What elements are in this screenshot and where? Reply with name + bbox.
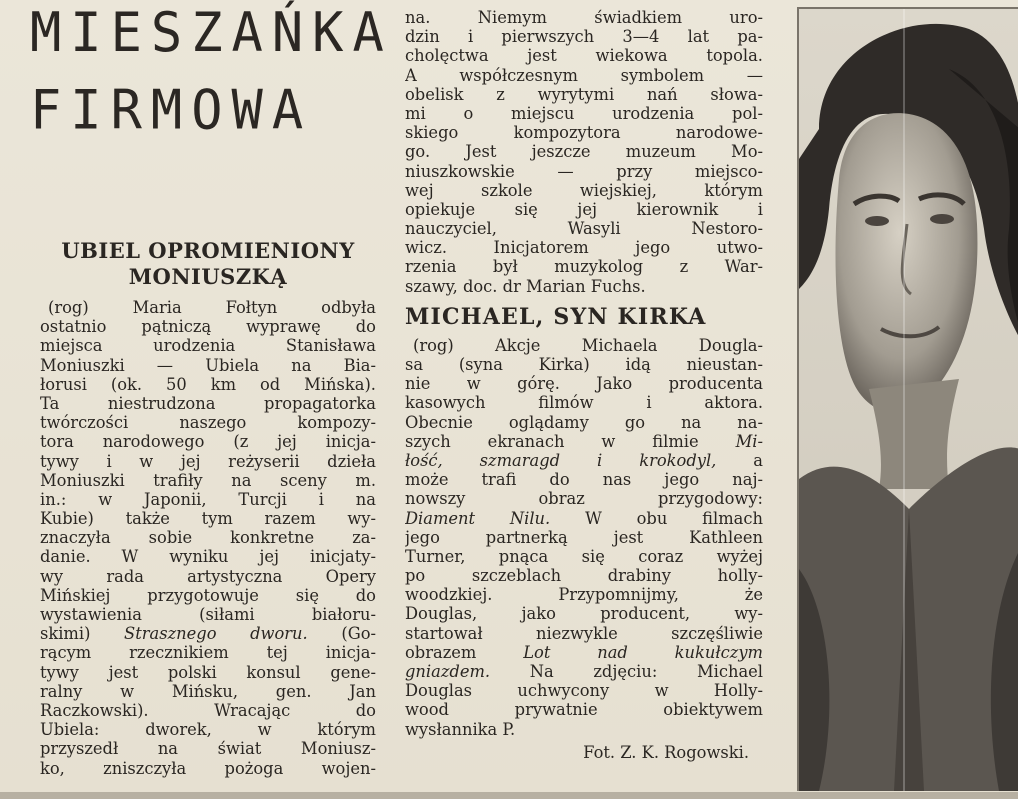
text-line: wy rada artystyczna Opery xyxy=(40,566,376,586)
italic-title: Mi- xyxy=(735,431,763,451)
text-line: obelisk z wyrytymi nań słowa- xyxy=(405,84,763,104)
text-line: wystawienia (siłami białoru- xyxy=(40,605,376,624)
text-line: niuszkowskie — przy miejsco- xyxy=(405,161,763,181)
text-line: in.: w Japonii, Turcji i na xyxy=(40,489,376,509)
text-line: ostatnio pątniczą wyprawę do xyxy=(40,317,376,337)
text-line: znaczyła sobie konkretne za- xyxy=(40,528,376,548)
text-line: może trafi do nas jego naj- xyxy=(405,470,763,490)
text-line: nauczyciel, Wasyli Nestoro- xyxy=(405,219,763,239)
text-line: szawy, doc. dr Marian Fuchs. xyxy=(405,276,646,296)
text-line: Diament Nilu. W obu filmach xyxy=(405,508,763,528)
text-line: po szczeblach drabiny holly- xyxy=(405,566,763,586)
text-line: nie w górę. Jako producenta xyxy=(405,374,763,394)
text-line: skimi) Strasznego dworu. (Go- xyxy=(40,624,376,644)
headline-line: UBIEL OPROMIENIONY xyxy=(61,238,355,263)
photo-credit: Fot. Z. K. Rogowski. xyxy=(583,742,749,762)
italic-title: Strasznego dworu. xyxy=(124,624,308,644)
masthead-line-2: FIRMOWA xyxy=(30,79,313,143)
text-line: A współczesnym symbolem — xyxy=(405,65,763,85)
text-line: na. Niemym świadkiem uro- xyxy=(405,8,763,27)
text-line: twórczości naszego kompozy- xyxy=(40,413,376,433)
text-line: danie. W wyniku jej inicjaty- xyxy=(40,547,376,567)
masthead-line-1: MIESZAŃKA xyxy=(30,1,393,65)
text-line: dzin i pierwszych 3—4 lat pa- xyxy=(405,27,763,47)
text-line: wood prywatnie obiektywem xyxy=(405,700,763,720)
text-line: woodzkiej. Przypomnijmy, że xyxy=(405,585,763,605)
text-line: tywy jest polski konsul gene- xyxy=(40,662,376,682)
text-line: Raczkowski). Wracając do xyxy=(40,700,376,720)
text-line: miejsca urodzenia Stanisława xyxy=(40,336,376,356)
article-ubiel-body xyxy=(40,298,376,778)
column-masthead xyxy=(30,0,393,146)
portrait-photo-icon xyxy=(799,9,1018,791)
article-ubiel-headline xyxy=(40,238,376,290)
page-bottom-edge xyxy=(0,792,1018,799)
text-line: tora narodowego (z jej inicja- xyxy=(40,432,376,452)
article-michael-headline: MICHAEL, SYN KIRKA xyxy=(405,303,707,330)
text-line: Douglas uchwycony w Holly- xyxy=(405,681,763,701)
text-line: ralny w Mińsku, gen. Jan xyxy=(40,681,376,701)
text-line: (rog) Akcje Michaela Dougla- xyxy=(413,335,763,355)
text-line: rącym rzecznikiem tej inicja- xyxy=(40,643,376,663)
italic-title: Lot nad kukułczym xyxy=(523,642,763,662)
text-line: mi o miejscu urodzenia pol- xyxy=(405,103,763,123)
text-line: ko, zniszczyła pożoga wojen- xyxy=(40,758,376,778)
text-line: startował niezwykle szczęśliwie xyxy=(405,623,763,643)
text-line: gniazdem. Na zdjęciu: Michael xyxy=(405,662,763,681)
text-line: wicz. Inicjatorem jego utwo- xyxy=(405,238,763,258)
text-line: Ubiela: dworek, w którym xyxy=(40,720,376,740)
text-line: łość, szmaragd i krokodyl, a xyxy=(405,450,763,470)
text-line: obrazem Lot nad kukułczym xyxy=(405,642,763,662)
text-line: tywy i w jej reżyserii dzieła xyxy=(40,451,376,471)
text-line: Obecnie oglądamy go na na- xyxy=(405,412,763,432)
text-line: rzenia był muzykolog z War- xyxy=(405,257,763,277)
text-line: przyszedł na świat Moniusz- xyxy=(40,739,376,759)
text-line: Douglas, jako producent, wy- xyxy=(405,604,763,624)
text-line: Ta niestrudzona propagatorka xyxy=(40,393,376,413)
text-line: wej szkole wiejskiej, którym xyxy=(405,180,763,200)
text-line: łorusi (ok. 50 km od Mińska). xyxy=(40,374,376,394)
text-line: Turner, pnąca się coraz wyżej xyxy=(405,546,763,566)
text-line: Moniuszki trafiły na sceny m. xyxy=(40,470,376,490)
headline-line: MONIUSZKĄ xyxy=(128,264,288,289)
portrait-photo xyxy=(797,7,1018,791)
text-line: Moniuszki — Ubiela na Bia- xyxy=(40,355,376,375)
article-michael-body xyxy=(405,336,763,762)
text-line: wysłannika P. xyxy=(405,719,516,739)
text-line: (rog) Maria Fołtyn odbyła xyxy=(48,298,376,317)
text-line: Mińskiej przygotowuje się do xyxy=(40,585,376,605)
italic-title: łość, szmaragd i krokodyl, xyxy=(405,450,717,470)
middle-column xyxy=(405,8,763,762)
italic-title: Diament Nilu. xyxy=(405,508,551,528)
italic-title: gniazdem. xyxy=(405,662,491,681)
text-line: jego partnerką jest Kathleen xyxy=(405,527,763,547)
text-line: nowszy obraz przygodowy: xyxy=(405,489,763,509)
text-line: kasowych filmów i aktora. xyxy=(405,393,763,413)
text-line: cholęctwa jest wiekowa topola. xyxy=(405,46,763,66)
article-ubiel-column xyxy=(40,238,376,778)
text-line: go. Jest jeszcze muzeum Mo- xyxy=(405,142,763,162)
text-line: szych ekranach w filmie Mi- xyxy=(405,431,763,451)
article-ubiel-continued xyxy=(405,8,763,296)
text-line: opiekuje się jej kierownik i xyxy=(405,199,763,219)
text-line: sa (syna Kirka) idą nieustan- xyxy=(405,355,763,374)
text-line: skiego kompozytora narodowe- xyxy=(405,123,763,143)
text-line: Kubie) także tym razem wy- xyxy=(40,509,376,529)
